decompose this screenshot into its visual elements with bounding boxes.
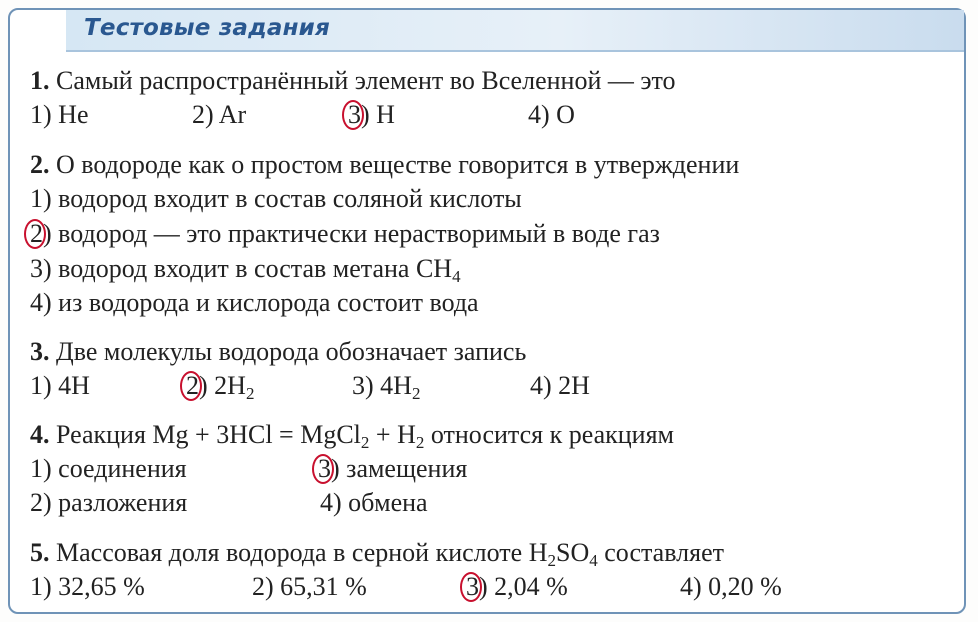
question-5 — [30, 538, 724, 568]
answer-circle-mark: 3) — [466, 572, 488, 601]
q5-option-2-number: 2) — [252, 572, 274, 601]
q3-option-3-text: 4H — [380, 371, 412, 400]
q4-option-4[interactable] — [320, 488, 428, 518]
q4-option-1-text: соединения — [58, 454, 187, 483]
q1-option-4-text: O — [556, 100, 575, 129]
q5-option-3-text: 2,04 % — [494, 572, 568, 601]
question-5-subscript-b: 4 — [589, 551, 598, 570]
q3-option-2-text: 2H — [214, 371, 246, 400]
q5-option-4-text: 0,20 % — [708, 572, 782, 601]
q4-option-2[interactable] — [30, 488, 187, 518]
q3-option-1-number: 1) — [30, 371, 52, 400]
question-3 — [30, 337, 526, 367]
q2-option-3-number: 3) — [30, 254, 52, 283]
question-3-number: 3. — [30, 337, 50, 366]
q5-option-4[interactable] — [680, 572, 782, 602]
q2-option-4[interactable] — [30, 288, 479, 318]
q1-option-2-number: 2) — [192, 100, 214, 129]
q3-option-2-selected[interactable] — [186, 371, 254, 401]
question-4 — [30, 420, 674, 450]
q2-option-3-subscript: 4 — [452, 267, 461, 286]
q4-option-1[interactable] — [30, 454, 187, 484]
q4-option-4-number: 4) — [320, 488, 342, 517]
question-4-number: 4. — [30, 420, 50, 449]
q3-option-2-subscript: 2 — [245, 384, 255, 403]
question-1-text: Самый распространённый элемент во Вселенной — это — [56, 66, 676, 95]
q5-option-2-text: 65,31 % — [280, 572, 367, 601]
q2-option-1-number: 1) — [30, 184, 52, 213]
question-4-subscript-b: 2 — [415, 433, 425, 452]
q2-option-1-text: водород входит в состав соляной кислоты — [58, 184, 522, 213]
question-4-text-c: относится к реакциям — [424, 420, 674, 449]
q1-option-3-text: H — [376, 100, 395, 129]
section-title: Тестовые задания — [84, 15, 330, 41]
q5-option-4-number: 4) — [680, 572, 702, 601]
question-5-number: 5. — [30, 538, 50, 567]
q3-option-4-text: 2H — [558, 371, 590, 400]
q3-option-1[interactable] — [30, 371, 90, 401]
q3-option-3-number: 3) — [352, 371, 374, 400]
q2-option-3[interactable] — [30, 254, 461, 284]
answer-circle-mark: 3) — [318, 454, 340, 483]
q1-option-2-text: Ar — [218, 100, 247, 129]
q4-option-4-text: обмена — [348, 488, 428, 517]
q5-option-1-number: 1) — [30, 572, 52, 601]
q3-option-4-number: 4) — [530, 371, 552, 400]
q3-option-3[interactable] — [352, 371, 420, 401]
q4-option-2-text: разложения — [58, 488, 188, 517]
q2-option-2-text: водород — это практически нерастворимый в воде газ — [58, 219, 660, 248]
q1-option-2[interactable] — [192, 100, 246, 130]
question-4-subscript-a: 2 — [360, 433, 370, 452]
question-5-text-a: Массовая доля водорода в серной кислоте H — [56, 538, 548, 567]
question-5-subscript-a: 2 — [547, 551, 556, 570]
question-4-text-a: Реакция Mg + 3HCl = MgCl — [56, 420, 361, 449]
q1-option-1-number: 1) — [30, 100, 52, 129]
question-1-number: 1. — [30, 66, 50, 95]
q5-option-1[interactable] — [30, 572, 145, 602]
q2-option-3-text: водород входит в состав метана CH — [58, 254, 453, 283]
answer-circle-mark: 2) — [186, 371, 208, 400]
question-2-text: О водороде как о простом веществе говорится в утверждении — [56, 150, 740, 179]
q5-option-2[interactable] — [252, 572, 367, 602]
question-4-text-b: + H — [369, 420, 416, 449]
q2-option-1[interactable] — [30, 184, 522, 214]
answer-circle-mark: 3) — [348, 100, 370, 129]
q2-option-2-selected[interactable] — [30, 219, 660, 249]
q2-option-4-text: из водорода и кислорода состоит вода — [58, 288, 479, 317]
q1-option-3-selected[interactable] — [348, 100, 395, 130]
question-5-text-b: SO — [556, 538, 590, 567]
q4-option-3-text: замещения — [346, 454, 468, 483]
q3-option-1-text: 4H — [58, 371, 90, 400]
question-1 — [30, 66, 676, 96]
q1-option-4[interactable] — [528, 100, 575, 130]
q2-option-4-number: 4) — [30, 288, 52, 317]
q4-option-2-number: 2) — [30, 488, 52, 517]
answer-circle-mark: 2) — [30, 219, 52, 248]
q4-option-3-selected[interactable] — [318, 454, 467, 484]
q5-option-3-selected[interactable] — [466, 572, 568, 602]
q1-option-4-number: 4) — [528, 100, 550, 129]
q3-option-4[interactable] — [530, 371, 590, 401]
question-2-number: 2. — [30, 150, 50, 179]
q3-option-3-subscript: 2 — [411, 384, 421, 403]
question-5-text-c: составляет — [597, 538, 724, 567]
question-3-text: Две молекулы водорода обозначает запись — [56, 337, 527, 366]
q1-option-1[interactable] — [30, 100, 89, 130]
question-2 — [30, 150, 739, 180]
q1-option-1-text: He — [58, 100, 89, 129]
q4-option-1-number: 1) — [30, 454, 52, 483]
q5-option-1-text: 32,65 % — [58, 572, 145, 601]
